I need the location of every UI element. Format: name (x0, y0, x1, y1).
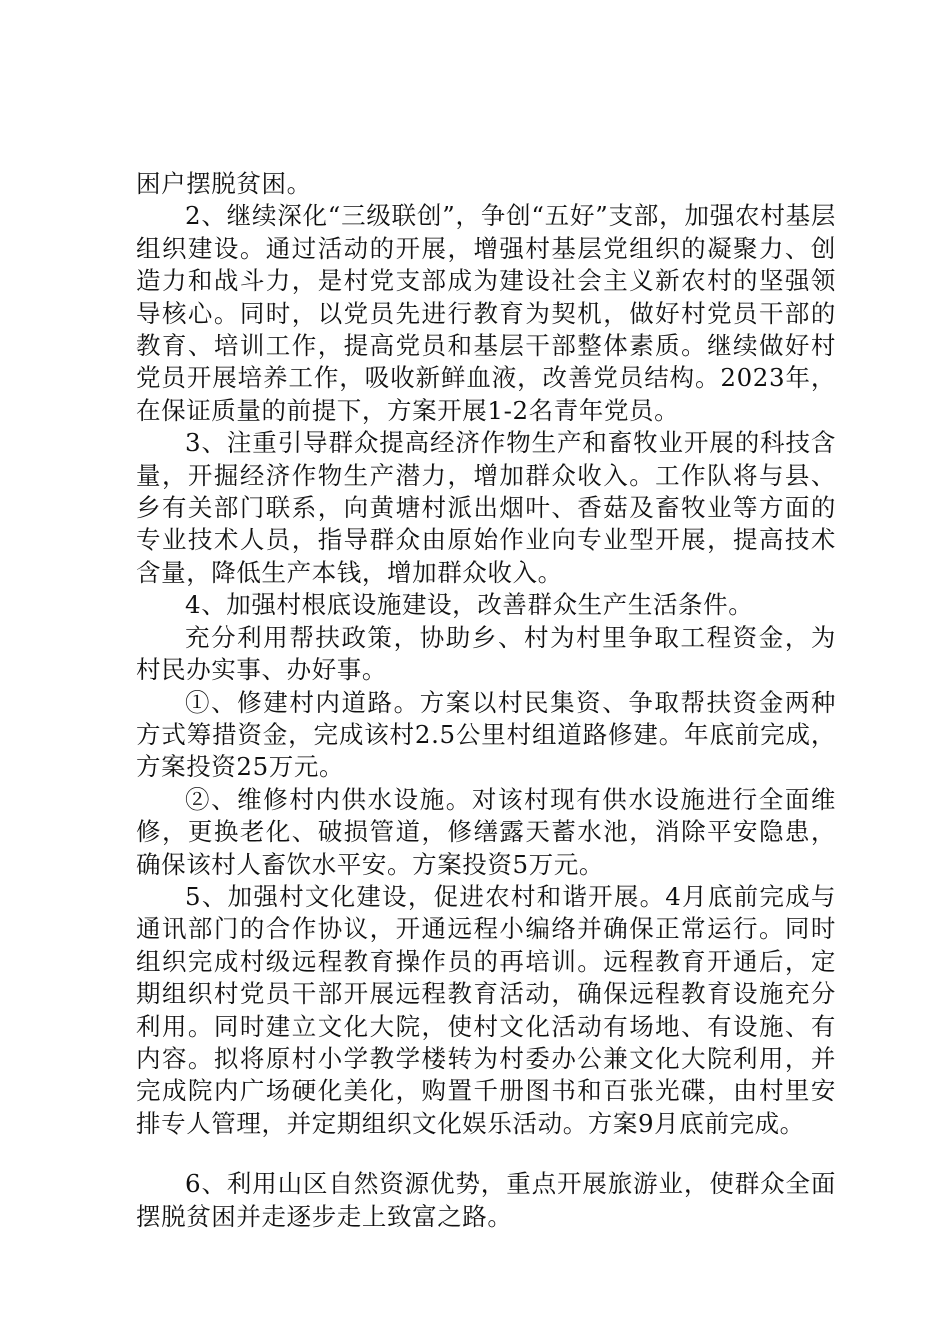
paragraph-item-5: 5、加强村文化建设，促进农村和谐开展。4月底前完成与通讯部门的合作协议，开通远程小编络并确保正常运行。同时组织完成村级远程教育操作员的再培训。远程教育开通后，定期组织村党员干部开展远程教育活动，确保远程教育设施充分利用。同时建立文化大院，使村文化活动有场地、有设施、有内容。拟将原村小学教学楼转为村委办公兼文化大院利用，并完成院内广场硬化美化，购置千册图书和百张光碟，由村里安排专人管理，并定期组织文化娱乐活动。方案9月底前完成。 (136, 881, 836, 1138)
paragraph-continuation: 困户摆脱贫困。 (136, 169, 312, 198)
document-body (136, 168, 836, 1233)
paragraph-item-3: 3、注重引导群众提高经济作物生产和畜牧业开展的科技含量，开掘经济作物生产潜力，增加群众收入。工作队将与县、乡有关部门联系，向黄塘村派出烟叶、香菇及畜牧业等方面的专业技术人员，指导群众由原始作业向专业型开展，提高技术含量，降低生产本钱，增加群众收入。 (136, 428, 836, 587)
paragraph-item-4: 4、加强村根底设施建设，改善群众生产生活条件。 (185, 590, 754, 620)
paragraph-item-4-detail: 充分利用帮扶政策，协助乡、村为村里争取工程资金，为村民办实事、办好事。 (136, 622, 836, 685)
paragraph-item-2: 2、继续深化“三级联创”，争创“五好”支部，加强农村基层组织建设。通过活动的开展，增强村基层党组织的凝聚力、创造力和战斗力，是村党支部成为建设社会主义新农村的坚强领导核心。同时，以党员先进行教育为契机，做好村党员干部的教育、培训工作，提高党员和基层干部整体素质。继续做好村党员开展培养工作，吸收新鲜血液，改善党员结构。2023年，在保证质量的前提下，方案开展1-2名青年党员。 (136, 201, 836, 425)
paragraph-item-6: 6、利用山区自然资源优势，重点开展旅游业，使群众全面摆脱贫困并走逐步走上致富之路。 (136, 1169, 836, 1231)
paragraph-subitem-2: ②、维修村内供水设施。对该村现有供水设施进行全面维修，更换老化、破损管道，修缮露天蓄水池，消除平安隐患，确保该村人畜饮水平安。方案投资5万元。 (136, 784, 836, 879)
paragraph-subitem-1: ①、修建村内道路。方案以村民集资、争取帮扶资金两种方式筹措资金，完成该村2.5公里村组道路修建。年底前完成，方案投资25万元。 (136, 687, 836, 782)
